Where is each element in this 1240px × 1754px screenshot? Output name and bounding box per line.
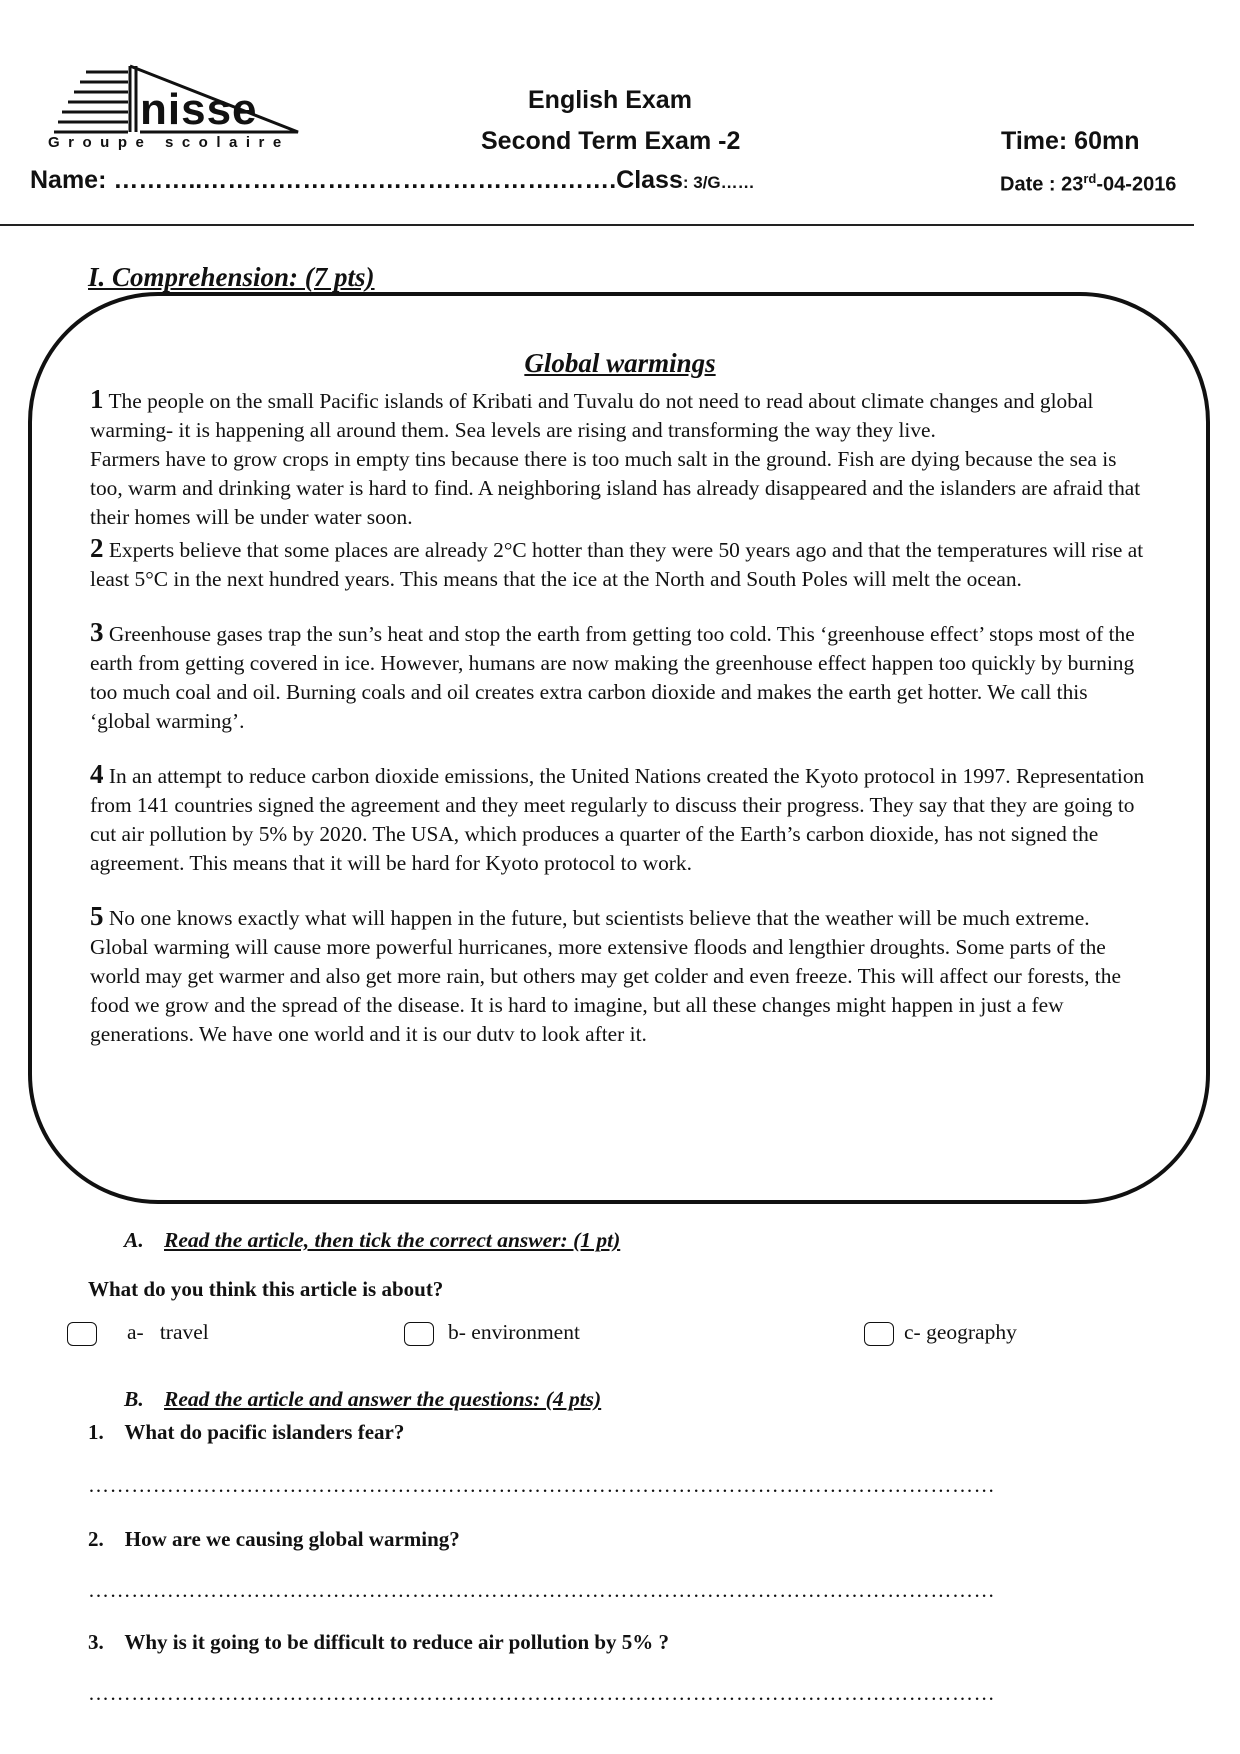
section-heading: I. Comprehension: (7 pts): [88, 262, 375, 292]
part-a-letter: A.: [124, 1228, 144, 1252]
header-divider: [0, 224, 1194, 226]
question-1: 1. What do pacific islanders fear?: [88, 1420, 405, 1444]
paragraph-body: Greenhouse gases trap the sun’s heat and stop the earth from getting too cold. This ‘greenhouse effect’ stops most of the earth from getting covered in ice. However, humans are now making the greenhouse effect happen too quickly by burning too much coal and oil. Burning coals and oil creates extra carbon dioxide and makes the earth get hotter. We call this ‘global warming’.: [90, 622, 1135, 733]
paragraph-number: 1: [90, 384, 104, 414]
date-suffix: rd: [1083, 171, 1097, 186]
logo-wordmark: nisse: [140, 85, 258, 134]
logo-subtext: Groupe scolaire: [48, 134, 290, 151]
paragraph-2: [90, 534, 1150, 594]
part-b-heading: [124, 1387, 601, 1412]
name-field: [30, 166, 755, 195]
answer-line-1[interactable]: ………………………………………………………………………………………………………………: [88, 1473, 996, 1497]
answer-line-3[interactable]: ………………………………………………………………………………………………………………: [88, 1681, 996, 1705]
paragraph-body: No one knows exactly what will happen in the future, but scientists believe that the weather will be much extreme. Global warming will cause more powerful hurricanes, more extensive floods and lengthier droughts. Some parts of the world may get warmer and also get more rain, but others may get colder and even freeze. This will affect our forests, the food we grow and the spread of the disease. It is hard to imagine, but all these changes might happen in just a few generations. We have one world and it is our dutv to look after it.: [90, 906, 1121, 1046]
class-label: Class: [616, 166, 683, 194]
paragraph-body: The people on the small Pacific islands of Kribati and Tuvalu do not need to read about climate changes and global warming- it is happening all around them. Sea levels are rising and transforming the way they live.: [90, 389, 1094, 442]
name-label: Name: ………..…………………………………….…….: [30, 166, 617, 194]
part-b-letter: B.: [124, 1387, 144, 1411]
part-b-instruction: Read the article and answer the questions: (4 pts): [164, 1387, 602, 1411]
option-a-checkbox[interactable]: [67, 1322, 97, 1346]
paragraph-body: Farmers have to grow crops in empty tins because there is too much salt in the ground. Fish are dying because the sea is too, warm and drinking water is hard to find. A neighboring island has already disappeared and the islanders are afraid that their homes will be under water soon.: [90, 447, 1141, 529]
option-c-label: c- geography: [904, 1320, 1017, 1344]
part-a-question: What do you think this article is about?: [88, 1277, 444, 1301]
answer-line-2[interactable]: ………………………………………………………………………………………………………………: [88, 1578, 996, 1602]
option-a-label: a- travel: [127, 1320, 209, 1344]
paragraph-number: 3: [90, 617, 104, 647]
passage-text: [90, 385, 1150, 1049]
exam-title: English Exam: [528, 86, 692, 114]
exam-term: Second Term Exam -2: [481, 127, 741, 155]
paragraph-4: [90, 760, 1150, 878]
passage-title: Global warmings: [524, 348, 716, 378]
paragraph-5: [90, 902, 1150, 1049]
paragraph-3: [90, 618, 1150, 736]
paragraph-1b: [90, 445, 1150, 532]
paragraph-body: In an attempt to reduce carbon dioxide emissions, the United Nations created the Kyoto protocol in 1997. Representation from 141 countries signed the agreement and they meet regularly to discuss their progress. They say that they are going to cut air pollution by 5% by 2020. The USA, which produces a quarter of the Earth’s carbon dioxide, has not signed the agreement. This means that it will be hard for Kyoto protocol to work.: [90, 764, 1145, 875]
question-3: 3. Why is it going to be difficult to reduce air pollution by 5% ?: [88, 1630, 670, 1654]
part-a-heading: [124, 1228, 620, 1253]
paragraph-number: 2: [90, 533, 104, 563]
exam-date: [1000, 171, 1176, 197]
option-b-label: b- environment: [448, 1320, 580, 1344]
paragraph-body: Experts believe that some places are already 2°C hotter than they were 50 years ago and that the temperatures will rise at least 5°C in the next hundred years. This means that the ice at the North and South Poles will melt the ocean.: [90, 538, 1144, 591]
option-b-checkbox[interactable]: [404, 1322, 434, 1346]
exam-time: Time: 60mn: [1001, 127, 1140, 155]
option-c-checkbox[interactable]: [864, 1322, 894, 1346]
paragraph-number: 4: [90, 759, 104, 789]
class-value: : 3/G……: [682, 173, 755, 192]
paragraph-1: [90, 385, 1150, 445]
paragraph-number: 5: [90, 901, 104, 931]
date-label: Date : 23: [1000, 173, 1084, 196]
part-a-instruction: Read the article, then tick the correct answer: (1 pt): [164, 1228, 621, 1252]
question-2: 2. How are we causing global warming?: [88, 1527, 460, 1551]
date-value: -04-2016: [1096, 173, 1177, 196]
